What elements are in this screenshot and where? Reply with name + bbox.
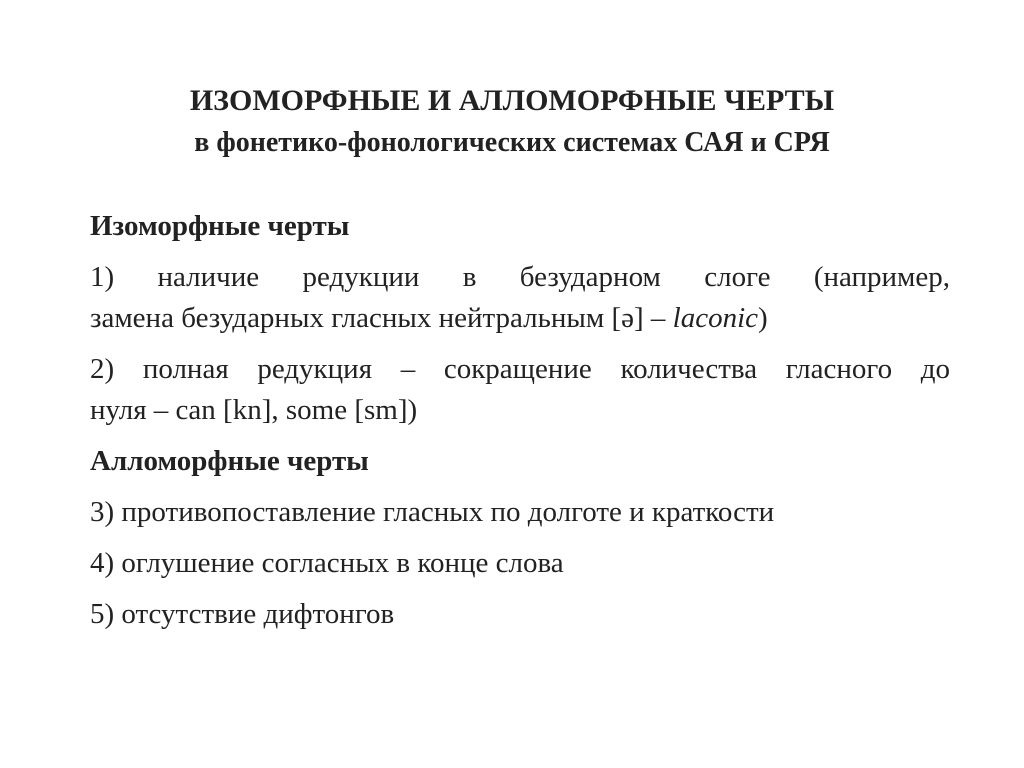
- isomorphic-item-2: [90, 349, 950, 431]
- allomorphic-item-3: 3) противопоставление гласных по долготе и краткости: [90, 496, 775, 528]
- title-line-2: в фонетико-фонологических системах САЯ и СРЯ: [194, 127, 830, 158]
- item-1-line-2-text: замена безударных гласных нейтральным [ə] –: [90, 302, 673, 334]
- item-1-example-word: laconic: [672, 302, 758, 334]
- item-2-line-2: нуля – can [kn], some [sm]): [90, 394, 418, 426]
- allomorphic-item-4: 4) оглушение согласных в конце слова: [90, 547, 564, 579]
- item-1-line-2: [90, 298, 950, 339]
- item-1-line-1: 1) наличие редукции в безударном слоге (например,: [90, 261, 950, 293]
- isomorphic-heading: Изоморфные черты: [90, 210, 350, 242]
- isomorphic-item-1: [90, 257, 950, 339]
- item-2-line-1: 2) полная редукция – сокращение количества гласного до: [90, 353, 950, 385]
- title-line-1: ИЗОМОРФНЫЕ И АЛЛОМОРФНЫЕ ЧЕРТЫ: [189, 84, 835, 117]
- slide-title: [0, 80, 1024, 164]
- allomorphic-item-5: 5) отсутствие дифтонгов: [90, 598, 395, 630]
- item-1-closing-paren: ): [758, 302, 768, 334]
- allomorphic-heading: Алломорфные черты: [90, 445, 369, 477]
- slide-content: [90, 206, 950, 645]
